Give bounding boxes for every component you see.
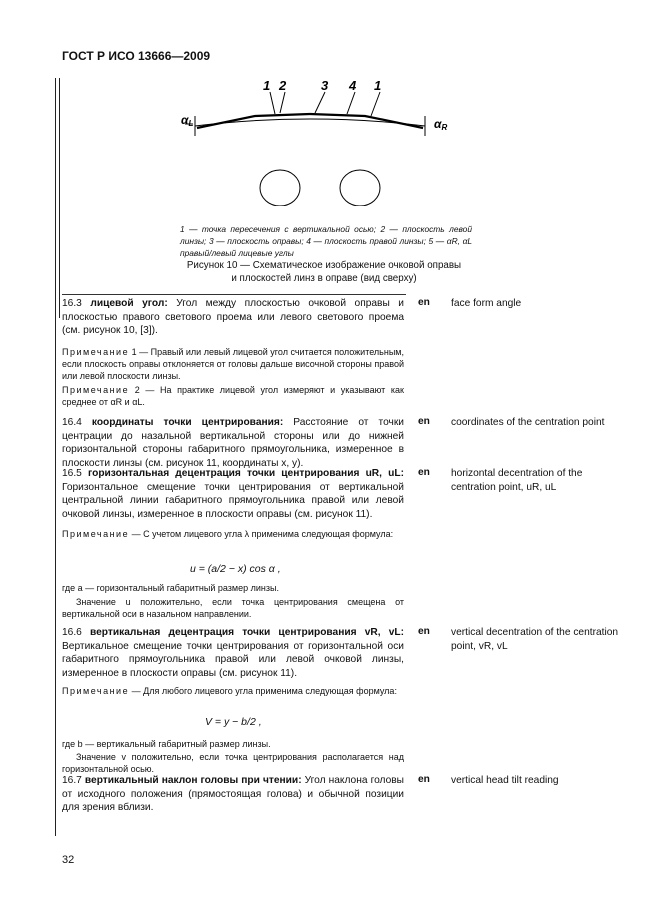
note-16-5 <box>62 528 404 540</box>
note-16-3-1 <box>62 346 404 383</box>
figure-legend: 1 — точка пересечения с вертикальной осью; 2 — плоскость левой линзы; 3 — плоскость оправы; 4 — плоскость правой линзы; 5 — αR, αL правый/левый лицевые углы <box>180 224 472 258</box>
entry-number: 16.4 <box>62 417 82 428</box>
entry-definition: Вертикальное смещение точки центрирования от горизонтальной оси габаритного прямоугольника правой или левой очковой линзы, измеренное в плоскости оправы (см. рисунок 11). <box>62 640 404 679</box>
entry-16-6 <box>62 626 404 680</box>
note-16-6 <box>62 685 404 697</box>
figure-caption-line-1: Рисунок 10 — Схематическое изображение очковой оправы <box>186 260 462 271</box>
entry-number: 16.3 <box>62 298 82 309</box>
figure-label-3: 3 <box>321 78 329 93</box>
where-a: где a — горизонтальный габаритный размер линзы. <box>62 583 279 593</box>
entry-lang: en <box>418 467 430 478</box>
formula-u: u = (a/2 − x) cos α , <box>190 563 281 575</box>
entry-lang: en <box>418 297 430 308</box>
note-text: 1 — Правый или левый лицевой угол считается положительным, если плоскость оправы отклоняется от головы дальше височной стороны правой или левой плоскости линзы. <box>62 347 404 382</box>
figure-10-diagram <box>175 76 465 206</box>
figure-label-2: 2 <box>279 78 287 93</box>
left-lens-outline <box>260 170 300 206</box>
page-number: 32 <box>62 854 75 866</box>
entry-term: горизонтальная децентрация точки центрирования uR, uL: <box>87 468 404 479</box>
entry-lang: en <box>418 416 430 427</box>
figure-label-1: 1 <box>263 78 271 93</box>
entry-definition: Угол наклона головы от исходного положения (прямостоящая голова) и обычной позиции для зрения вблизи. <box>62 775 404 814</box>
entry-number: 16.6 <box>62 627 82 638</box>
figure-caption <box>150 259 498 285</box>
entry-number: 16.5 <box>62 468 82 479</box>
section-divider <box>62 294 406 295</box>
right-lens-outline <box>340 170 380 206</box>
entry-term: вертикальный наклон головы при чтении: <box>84 775 302 786</box>
where-b: где b — вертикальный габаритный размер линзы. <box>62 739 271 749</box>
note-text: 2 — На практике лицевой угол измеряют и указывают как среднее от αR и αL. <box>62 385 404 408</box>
entry-definition: Расстояние от точки центрации до назальной вертикальной стороны или до нижней горизонтальной стороны габаритного прямоугольника, измеренное в плоскости линзы (см. рисунок 11, координаты x, y). <box>62 417 404 469</box>
figure-label-4: 4 <box>349 78 357 93</box>
entry-english: horizontal decentration of the centration point, uR, uL <box>451 468 583 493</box>
note-label: Примечание <box>62 529 130 539</box>
entry-english: face form angle <box>451 298 522 309</box>
note-text: — С учетом лицевого угла λ применима следующая формула: <box>131 529 394 539</box>
leader-4 <box>347 92 355 114</box>
entry-english: coordinates of the centration point <box>451 417 605 428</box>
entry-term: лицевой угол: <box>90 298 168 309</box>
entry-16-7 <box>62 774 404 815</box>
frame-plane-line <box>195 119 425 126</box>
alpha-l-label: αL <box>181 113 194 128</box>
entry-definition: Угол между плоскостью очковой оправы и плоскостью правого светового проема или левого светового проема (см. рисунок 10, [3]). <box>62 298 404 337</box>
value-v-note: Значение v положительно, если точка центрирования располагается над горизонтальной осью. <box>62 752 404 775</box>
entry-lang: en <box>418 626 430 637</box>
note-label: Примечание <box>62 385 130 395</box>
entry-english: vertical head tilt reading <box>451 775 559 786</box>
figure-caption-line-2: и плоскостей линз в оправе (вид сверху) <box>231 273 417 284</box>
margin-line <box>55 78 56 836</box>
entry-english: vertical decentration of the centration point, vR, vL <box>451 627 619 652</box>
margin-line-inner <box>59 78 60 318</box>
entry-lang: en <box>418 774 430 785</box>
formula-v: V = y − b/2 , <box>205 716 262 728</box>
entry-16-4 <box>62 416 404 470</box>
entry-term: координаты точки центрирования: <box>91 417 284 428</box>
document-header: ГОСТ Р ИСО 13666—2009 <box>62 49 211 63</box>
figure-label-5: 1 <box>374 78 382 93</box>
alpha-r-label: αR <box>434 117 448 132</box>
entry-16-5 <box>62 467 404 521</box>
entry-16-3 <box>62 297 404 338</box>
leader-3 <box>315 92 325 113</box>
leader-1 <box>270 92 275 114</box>
leader-2 <box>280 92 285 113</box>
note-16-3-2 <box>62 384 404 408</box>
value-u-note: Значение u положительно, если точка центрирования смещена от вертикальной оси в назальном направлении. <box>62 597 404 620</box>
note-label: Примечание <box>62 347 130 357</box>
entry-definition: Горизонтальное смещение точки центрирования от вертикальной центральной линии габаритного прямоугольника правой или левой очковой линзы, измеренное в плоскости оправы (см. рисунок 11). <box>62 481 404 520</box>
entry-term: вертикальная децентрация точки центрирования vR, vL: <box>89 627 404 638</box>
note-label: Примечание <box>62 686 130 696</box>
leader-5 <box>371 92 380 116</box>
note-text: — Для любого лицевого угла применима следующая формула: <box>131 686 397 696</box>
entry-number: 16.7 <box>62 775 82 786</box>
